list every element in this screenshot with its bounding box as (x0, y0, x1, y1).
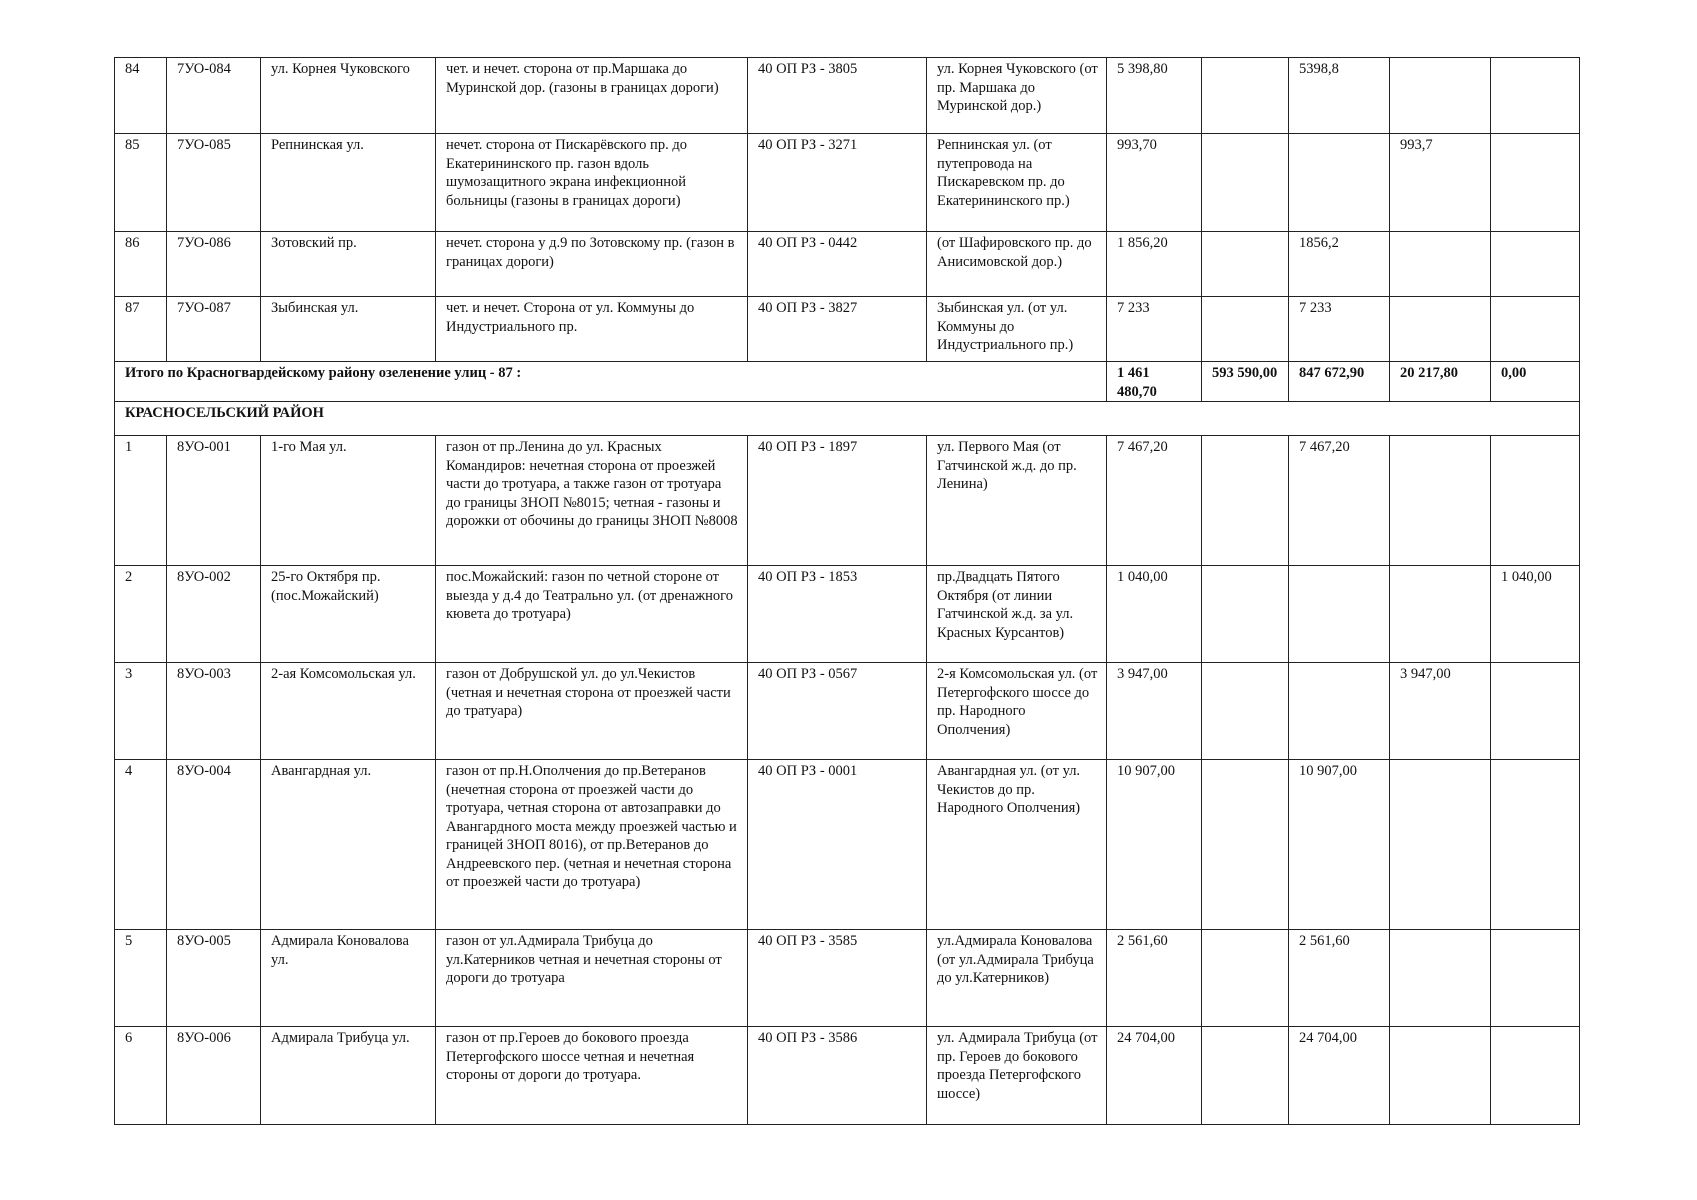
district-total-row (115, 362, 1580, 402)
area-col-2 (1289, 134, 1390, 232)
area-col-3 (1390, 232, 1491, 297)
row-number: 4 (115, 760, 167, 930)
registry-number: 40 ОП РЗ - 3271 (748, 134, 927, 232)
area-col-4 (1491, 297, 1580, 362)
area-col-1 (1202, 436, 1289, 566)
area-col-2: 24 704,00 (1289, 1027, 1390, 1125)
row-number: 5 (115, 930, 167, 1027)
area-total: 10 907,00 (1107, 760, 1202, 930)
area-col-4 (1491, 1027, 1580, 1125)
street-name: Авангардная ул. (261, 760, 436, 930)
street-name: 25-го Октября пр. (пос.Можайский) (261, 566, 436, 663)
area-col-2: 1856,2 (1289, 232, 1390, 297)
area-col-4 (1491, 134, 1580, 232)
table-row (115, 297, 1580, 362)
object-code: 7УО-085 (167, 134, 261, 232)
area-col-3 (1390, 930, 1491, 1027)
area-col-3 (1390, 58, 1491, 134)
location-description: газон от пр.Ленина до ул. Красных Командиров: нечетная сторона от проезжей части до тротуара, а также газон от тротуара до границы ЗНОП №8015; четная - газоны и дорожки от обочины до границы ЗНОП №8008 (436, 436, 748, 566)
object-code: 8УО-001 (167, 436, 261, 566)
area-col-1 (1202, 134, 1289, 232)
street-name: Адмирала Коновалова ул. (261, 930, 436, 1027)
object-code: 8УО-004 (167, 760, 261, 930)
area-col-3 (1390, 760, 1491, 930)
district-total-col-3: 20 217,80 (1390, 362, 1491, 402)
area-total: 2 561,60 (1107, 930, 1202, 1027)
area-col-1 (1202, 566, 1289, 663)
area-col-2: 2 561,60 (1289, 930, 1390, 1027)
area-col-4 (1491, 663, 1580, 760)
area-total: 5 398,80 (1107, 58, 1202, 134)
location-description: пос.Можайский: газон по четной стороне от выезда у д.4 до Театрально ул. (от дренажного кювета до тротуара) (436, 566, 748, 663)
area-col-4 (1491, 58, 1580, 134)
location-description: газон от Добрушской ул. до ул.Чекистов (четная и нечетная сторона от проезжей части до тратуара) (436, 663, 748, 760)
area-col-1 (1202, 760, 1289, 930)
area-col-2: 7 467,20 (1289, 436, 1390, 566)
row-number: 6 (115, 1027, 167, 1125)
area-col-2: 10 907,00 (1289, 760, 1390, 930)
area-col-2: 7 233 (1289, 297, 1390, 362)
registry-number: 40 ОП РЗ - 1853 (748, 566, 927, 663)
area-col-4: 1 040,00 (1491, 566, 1580, 663)
table-row (115, 663, 1580, 760)
object-code: 7УО-086 (167, 232, 261, 297)
row-number: 86 (115, 232, 167, 297)
row-number: 87 (115, 297, 167, 362)
area-col-1 (1202, 930, 1289, 1027)
location-description: газон от пр.Героев до бокового проезда Петергофского шоссе четная и нечетная стороны от дороги до тротуара. (436, 1027, 748, 1125)
area-total: 1 856,20 (1107, 232, 1202, 297)
object-code: 8УО-002 (167, 566, 261, 663)
area-col-1 (1202, 232, 1289, 297)
location-description: чет. и нечет. сторона от пр.Маршака до Муринской дор. (газоны в границах дороги) (436, 58, 748, 134)
registry-number: 40 ОП РЗ - 0567 (748, 663, 927, 760)
road-name: Авангардная ул. (от ул. Чекистов до пр. Народного Ополчения) (927, 760, 1107, 930)
area-total: 24 704,00 (1107, 1027, 1202, 1125)
row-number: 85 (115, 134, 167, 232)
area-col-1 (1202, 297, 1289, 362)
road-name: (от Шафировского пр. до Анисимовской дор.) (927, 232, 1107, 297)
location-description: газон от ул.Адмирала Трибуца до ул.Катерников четная и нечетная стороны от дороги до тротуара (436, 930, 748, 1027)
road-name: Репнинская ул. (от путепровода на Пискаревском пр. до Екатерининского пр.) (927, 134, 1107, 232)
table-row (115, 760, 1580, 930)
location-description: газон от пр.Н.Ополчения до пр.Ветеранов (нечетная сторона от проезжей части до тротуара, четная сторона от автозаправки до Авангардного моста между проезжей частью и границей ЗНОП 8016), от пр.Ветеранов до Андреевского пер. (четная и нечетная сторона от проезжей части до тротуара) (436, 760, 748, 930)
table-row (115, 58, 1580, 134)
registry-number: 40 ОП РЗ - 0001 (748, 760, 927, 930)
area-col-3 (1390, 436, 1491, 566)
area-col-1 (1202, 663, 1289, 760)
green-spaces-table (114, 57, 1580, 1125)
table-row (115, 930, 1580, 1027)
section-title: КРАСНОСЕЛЬСКИЙ РАЙОН (115, 402, 1580, 436)
road-name: ул.Адмирала Коновалова (от ул.Адмирала Трибуца до ул.Катерников) (927, 930, 1107, 1027)
area-col-3: 993,7 (1390, 134, 1491, 232)
table-row (115, 566, 1580, 663)
area-col-1 (1202, 58, 1289, 134)
area-total: 7 233 (1107, 297, 1202, 362)
row-number: 84 (115, 58, 167, 134)
road-name: пр.Двадцать Пятого Октября (от линии Гатчинской ж.д. за ул. Красных Курсантов) (927, 566, 1107, 663)
street-name: Зотовский пр. (261, 232, 436, 297)
area-col-3 (1390, 297, 1491, 362)
area-col-4 (1491, 930, 1580, 1027)
row-number: 3 (115, 663, 167, 760)
area-col-3: 3 947,00 (1390, 663, 1491, 760)
street-name: Зыбинская ул. (261, 297, 436, 362)
area-col-4 (1491, 436, 1580, 566)
street-name: 2-ая Комсомольская ул. (261, 663, 436, 760)
street-name: 1-го Мая ул. (261, 436, 436, 566)
street-name: Репнинская ул. (261, 134, 436, 232)
street-name: Адмирала Трибуца ул. (261, 1027, 436, 1125)
district-total-area: 1 461 480,70 (1107, 362, 1202, 402)
object-code: 8УО-003 (167, 663, 261, 760)
registry-number: 40 ОП РЗ - 3586 (748, 1027, 927, 1125)
row-number: 1 (115, 436, 167, 566)
location-description: чет. и нечет. Сторона от ул. Коммуны до Индустриального пр. (436, 297, 748, 362)
street-name: ул. Корнея Чуковского (261, 58, 436, 134)
table-row (115, 232, 1580, 297)
location-description: нечет. сторона у д.9 по Зотовскому пр. (газон в границах дороги) (436, 232, 748, 297)
area-total: 1 040,00 (1107, 566, 1202, 663)
road-name: ул. Первого Мая (от Гатчинской ж.д. до пр. Ленина) (927, 436, 1107, 566)
road-name: ул. Корнея Чуковского (от пр. Маршака до Муринской дор.) (927, 58, 1107, 134)
section-header-row (115, 402, 1580, 436)
table-row (115, 1027, 1580, 1125)
area-col-4 (1491, 232, 1580, 297)
table-row (115, 134, 1580, 232)
road-name: ул. Адмирала Трибуца (от пр. Героев до бокового проезда Петергофского шоссе) (927, 1027, 1107, 1125)
object-code: 7УО-087 (167, 297, 261, 362)
object-code: 8УО-006 (167, 1027, 261, 1125)
district-total-col-2: 847 672,90 (1289, 362, 1390, 402)
area-col-3 (1390, 1027, 1491, 1125)
area-total: 993,70 (1107, 134, 1202, 232)
area-col-2 (1289, 663, 1390, 760)
row-number: 2 (115, 566, 167, 663)
registry-number: 40 ОП РЗ - 3827 (748, 297, 927, 362)
area-total: 7 467,20 (1107, 436, 1202, 566)
object-code: 8УО-005 (167, 930, 261, 1027)
district-total-col-4: 0,00 (1491, 362, 1580, 402)
registry-number: 40 ОП РЗ - 1897 (748, 436, 927, 566)
area-total: 3 947,00 (1107, 663, 1202, 760)
area-col-2 (1289, 566, 1390, 663)
object-code: 7УО-084 (167, 58, 261, 134)
registry-number: 40 ОП РЗ - 0442 (748, 232, 927, 297)
district-total-label: Итого по Красногвардейскому району озеленение улиц - 87 : (115, 362, 1107, 402)
registry-number: 40 ОП РЗ - 3805 (748, 58, 927, 134)
area-col-1 (1202, 1027, 1289, 1125)
location-description: нечет. сторона от Пискарёвского пр. до Екатерининского пр. газон вдоль шумозащитного экрана инфекционной больницы (газоны в границах дороги) (436, 134, 748, 232)
area-col-2: 5398,8 (1289, 58, 1390, 134)
road-name: 2-я Комсомольская ул. (от Петергофского шоссе до пр. Народного Ополчения) (927, 663, 1107, 760)
road-name: Зыбинская ул. (от ул. Коммуны до Индустриального пр.) (927, 297, 1107, 362)
registry-number: 40 ОП РЗ - 3585 (748, 930, 927, 1027)
table-row (115, 436, 1580, 566)
area-col-3 (1390, 566, 1491, 663)
area-col-4 (1491, 760, 1580, 930)
district-total-col-1: 593 590,00 (1202, 362, 1289, 402)
